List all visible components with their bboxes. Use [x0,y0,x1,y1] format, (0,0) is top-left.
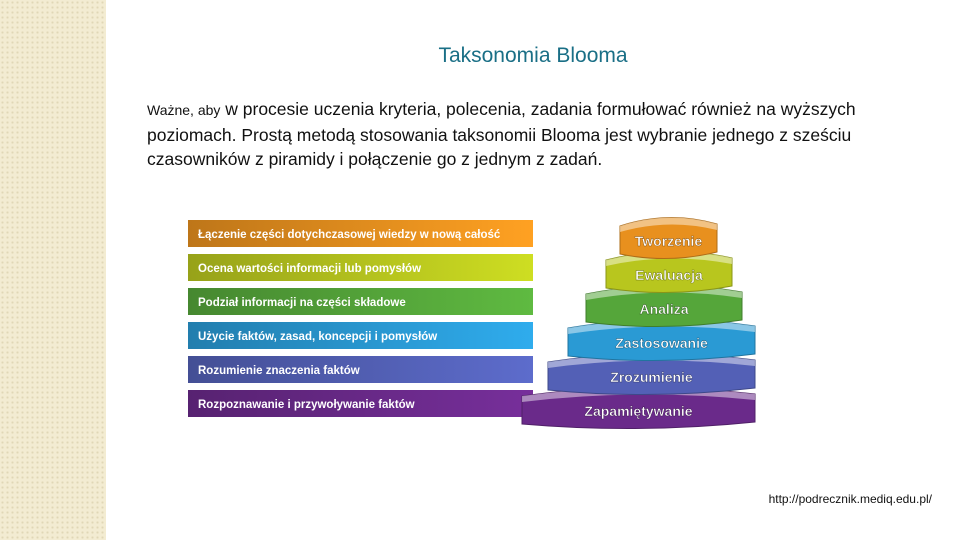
level-description: Łączenie części dotychczasowej wiedzy w nową całość [198,229,501,241]
pyramid-level [188,217,717,258]
level-name: Ewaluacja [635,267,703,283]
source-credit: http://podrecznik.mediq.edu.pl/ [768,492,932,506]
level-name: Analiza [639,301,689,317]
pyramid-svg [180,208,760,444]
slide-title: Taksonomia Blooma [438,44,628,67]
intro-lead: Ważne, aby [147,102,221,118]
level-description: Rozpoznawanie i przywoływanie faktów [198,399,415,411]
level-name: Zrozumienie [610,369,693,385]
intro-paragraph [147,97,887,172]
bloom-pyramid-diagram [180,208,760,444]
level-name: Zapamiętywanie [584,403,693,419]
level-name: Zastosowanie [615,335,708,351]
level-description: Ocena wartości informacji lub pomysłów [198,263,422,275]
level-description: Użycie faktów, zasad, koncepcji i pomysłów [198,331,438,343]
level-name: Tworzenie [634,233,703,249]
level-description: Rozumienie znaczenia faktów [198,365,360,377]
decorative-side-strip [0,0,106,540]
intro-text: w procesie uczenia kryteria, polecenia, zadania formułować również na wyższych poziomach. Prostą metodą stosowania taksonomii Blooma jest wybranie jednego z sześciu czasowników z piramidy i połączenie go z jednym z zadań. [147,99,856,169]
level-description: Podział informacji na części składowe [198,297,406,309]
